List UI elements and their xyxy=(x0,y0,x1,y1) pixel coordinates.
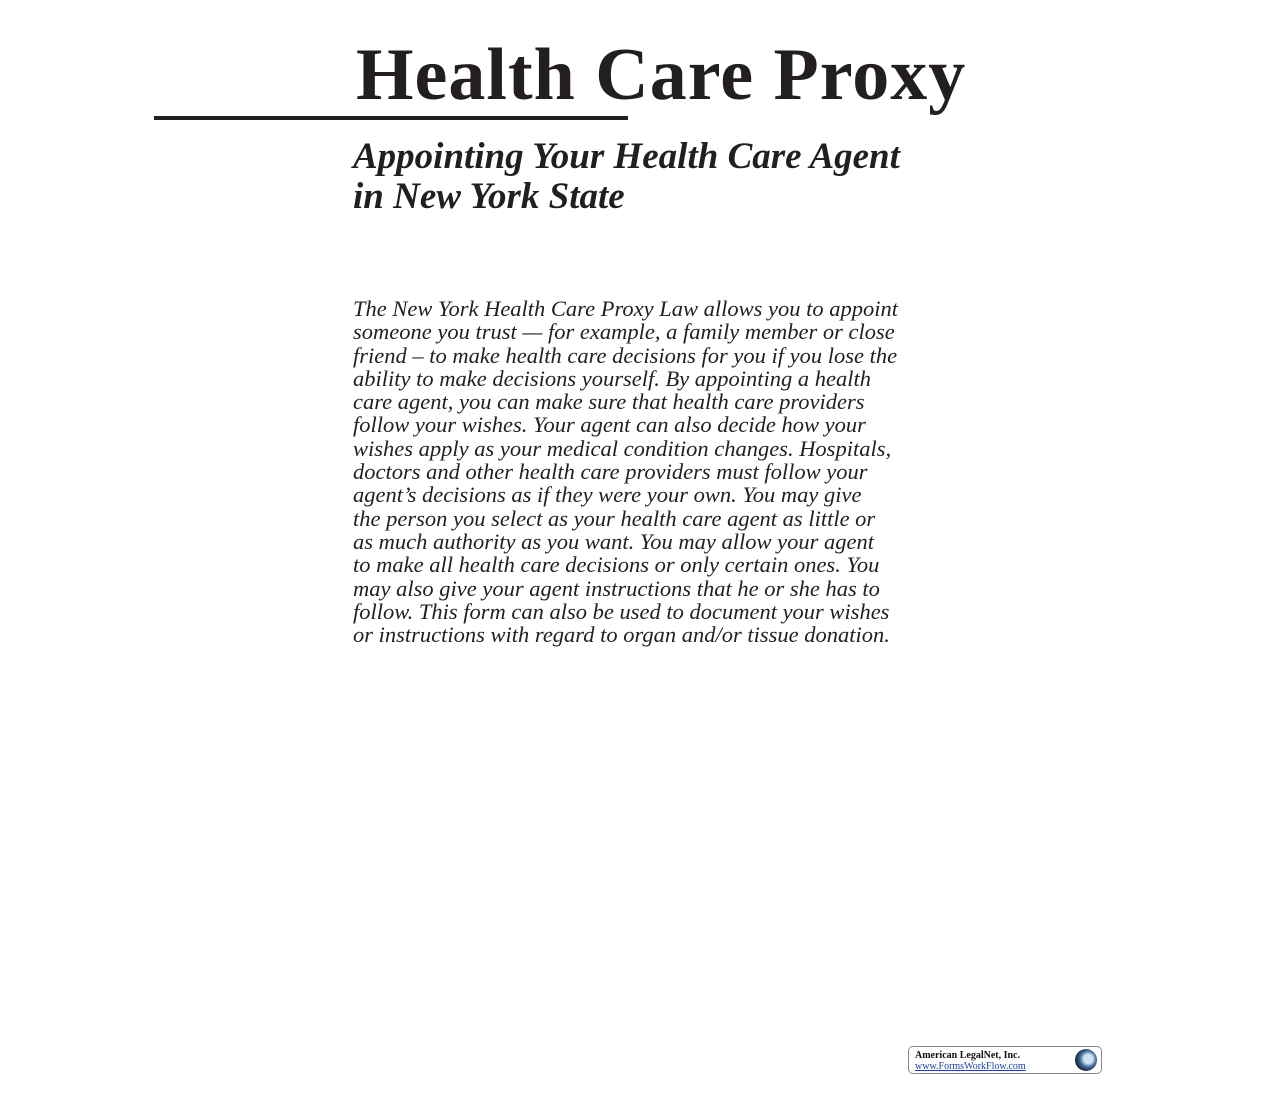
subtitle-line: in New York State xyxy=(353,176,625,217)
paragraph-line: wishes apply as your medical condition changes. Hospitals, xyxy=(353,435,892,461)
paragraph-line: someone you trust — for example, a family member or close xyxy=(353,319,895,345)
paragraph-line: or instructions with regard to organ and/or tissue donation. xyxy=(353,622,890,648)
paragraph-line: care agent, you can make sure that health care providers xyxy=(353,389,865,415)
paragraph-line: may also give your agent instructions that he or she has to xyxy=(353,575,880,601)
footer-badge xyxy=(908,1046,1102,1074)
paragraph-line: ability to make decisions yourself. By appointing a health xyxy=(353,365,872,391)
paragraph-line: The New York Health Care Proxy Law allows you to appoint xyxy=(353,296,899,321)
paragraph-line: agent’s decisions as if they were your own. You may give xyxy=(353,482,862,508)
company-link[interactable]: www.FormsWorkFlow.com xyxy=(915,1061,1026,1072)
paragraph-line: as much authority as you want. You may allow your agent xyxy=(353,528,875,554)
globe-logo-icon xyxy=(1075,1049,1097,1071)
paragraph-line: the person you select as your health care agent as little or xyxy=(353,505,876,531)
company-name: American LegalNet, Inc. xyxy=(915,1050,1020,1061)
title-underline xyxy=(154,116,628,120)
paragraph-line: to make all health care decisions or only certain ones. You xyxy=(353,552,880,578)
page-title: Health Care Proxy xyxy=(356,34,967,116)
page-subtitle xyxy=(353,137,900,217)
paragraph-line: doctors and other health care providers must follow your xyxy=(353,459,868,485)
paragraph-line: follow your wishes. Your agent can also decide how your xyxy=(353,412,866,438)
paragraph-line: follow. This form can also be used to document your wishes xyxy=(353,598,890,624)
subtitle-line: Appointing Your Health Care Agent xyxy=(353,136,900,177)
paragraph-line: friend – to make health care decisions for you if you lose the xyxy=(353,342,898,368)
intro-paragraph xyxy=(353,297,898,646)
